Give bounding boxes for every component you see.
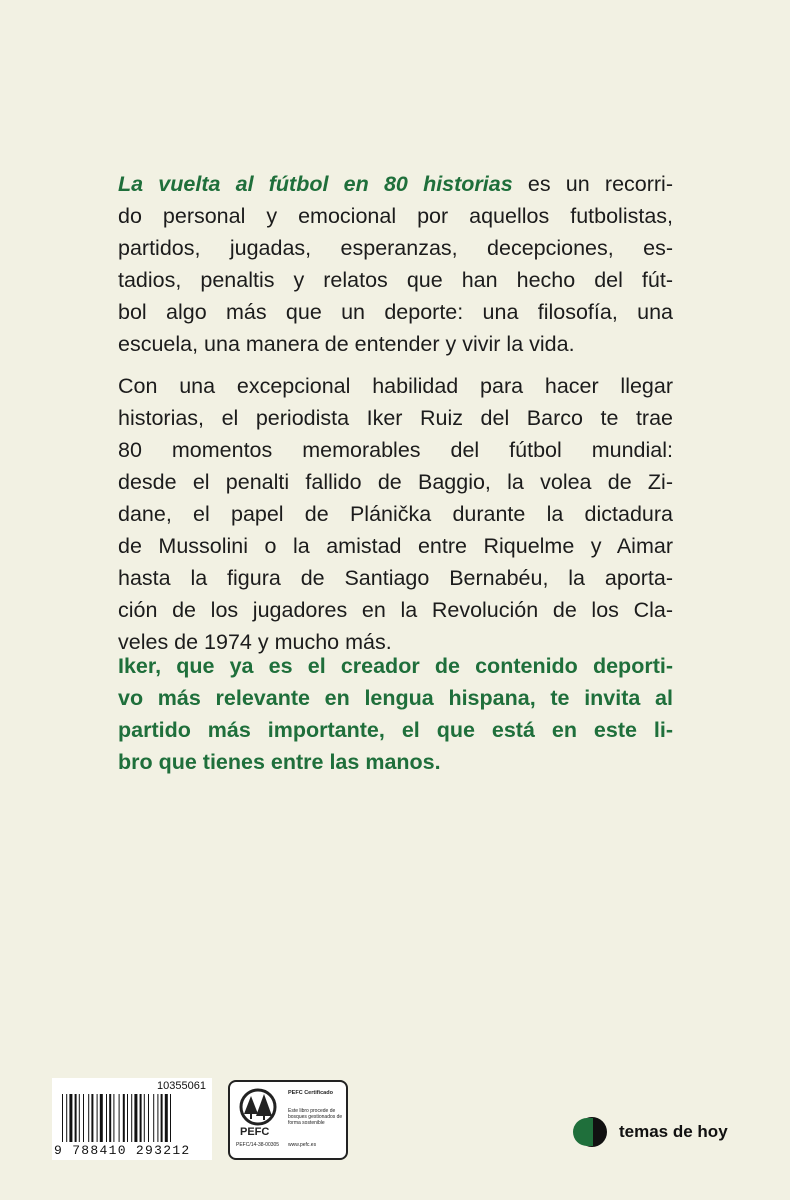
pefc-code: PEFC/14-38-00305 bbox=[236, 1142, 280, 1148]
barcode-bar bbox=[88, 1094, 89, 1142]
barcode-bar bbox=[153, 1094, 154, 1142]
barcode-bar bbox=[144, 1094, 145, 1142]
barcode-bars bbox=[62, 1094, 202, 1142]
synopsis-line: historias, el periodista Iker Ruiz del Barco te trae bbox=[118, 406, 673, 430]
barcode-bar bbox=[97, 1094, 98, 1142]
barcode-bar bbox=[127, 1094, 128, 1142]
book-title: La vuelta al fútbol en 80 historias bbox=[118, 172, 513, 196]
highlight-line: partido más importante, el que está en este li- bbox=[118, 718, 673, 742]
pefc-trees-icon bbox=[238, 1088, 278, 1126]
isbn-barcode bbox=[52, 1078, 212, 1160]
synopsis-line: do personal y emocional por aquellos futbolistas, bbox=[118, 204, 673, 228]
synopsis-line: Con una excepcional habilidad para hacer llegar bbox=[118, 374, 673, 398]
barcode-bar bbox=[123, 1094, 125, 1142]
barcode-bar bbox=[83, 1094, 84, 1142]
pefc-certified-label: PEFC Certificado bbox=[288, 1090, 333, 1096]
barcode-bar bbox=[161, 1094, 163, 1142]
barcode-bar bbox=[134, 1094, 137, 1142]
synopsis-paragraph-2 bbox=[118, 370, 673, 658]
pefc-description: Este libro procede de bosques gestionados de forma sostenible bbox=[288, 1108, 343, 1126]
barcode-bar bbox=[113, 1094, 114, 1142]
pefc-url: www.pefc.es bbox=[288, 1142, 317, 1148]
synopsis-line: dane, el papel de Plánička durante la dictadura bbox=[118, 502, 673, 526]
pefc-wordmark: PEFC bbox=[240, 1126, 270, 1138]
synopsis-line: partidos, jugadas, esperanzas, decepciones, es- bbox=[118, 236, 673, 260]
barcode-bar bbox=[106, 1094, 107, 1142]
synopsis-line: ción de los jugadores en la Revolución de los Cla- bbox=[118, 598, 673, 622]
highlight-line: bro que tienes entre las manos. bbox=[118, 750, 441, 774]
barcode-bar bbox=[157, 1094, 158, 1142]
synopsis-line-text: es un recorri- bbox=[512, 172, 673, 196]
barcode-bar bbox=[75, 1094, 77, 1142]
barcode-bar bbox=[109, 1094, 111, 1142]
barcode-bar bbox=[165, 1094, 168, 1142]
synopsis-line: hasta la figura de Santiago Bernabéu, la aporta- bbox=[118, 566, 673, 590]
synopsis-line: desde el penalti fallido de Baggio, la volea de Zi- bbox=[118, 470, 673, 494]
barcode-bar bbox=[66, 1094, 67, 1142]
barcode-bar bbox=[119, 1094, 120, 1142]
synopsis-line: escuela, una manera de entender y vivir la vida. bbox=[118, 332, 575, 356]
barcode-bar bbox=[131, 1094, 132, 1142]
synopsis-line: de Mussolini o la amistad entre Riquelme y Aimar bbox=[118, 534, 673, 558]
barcode-bar bbox=[140, 1094, 142, 1142]
barcode-bar bbox=[69, 1094, 72, 1142]
synopsis-line: veles de 1974 y mucho más. bbox=[118, 630, 392, 654]
synopsis-line: tadios, penaltis y relatos que han hecho del fút- bbox=[118, 268, 673, 292]
publisher-logo-halfdot-icon bbox=[573, 1118, 593, 1146]
synopsis-line: bol algo más que un deporte: una filosofía, una bbox=[118, 300, 673, 324]
barcode-bar bbox=[148, 1094, 149, 1142]
highlight-line: Iker, que ya es el creador de contenido deporti- bbox=[118, 654, 673, 678]
publisher-name: temas de hoy bbox=[619, 1122, 728, 1141]
barcode-id: 10355061 bbox=[157, 1080, 206, 1092]
barcode-bar bbox=[91, 1094, 93, 1142]
synopsis-paragraph-1 bbox=[118, 168, 673, 360]
author-highlight-paragraph bbox=[118, 650, 673, 778]
synopsis-line bbox=[118, 168, 673, 200]
highlight-line: vo más relevante en lengua hispana, te invita al bbox=[118, 686, 673, 710]
barcode-digits: 9 788410 293212 bbox=[54, 1143, 191, 1158]
barcode-bar bbox=[79, 1094, 80, 1142]
pefc-certification-label bbox=[228, 1080, 348, 1160]
barcode-bar bbox=[170, 1094, 171, 1142]
synopsis-line: 80 momentos memorables del fútbol mundial: bbox=[118, 438, 673, 462]
barcode-bar bbox=[100, 1094, 103, 1142]
barcode-bar bbox=[62, 1094, 63, 1142]
